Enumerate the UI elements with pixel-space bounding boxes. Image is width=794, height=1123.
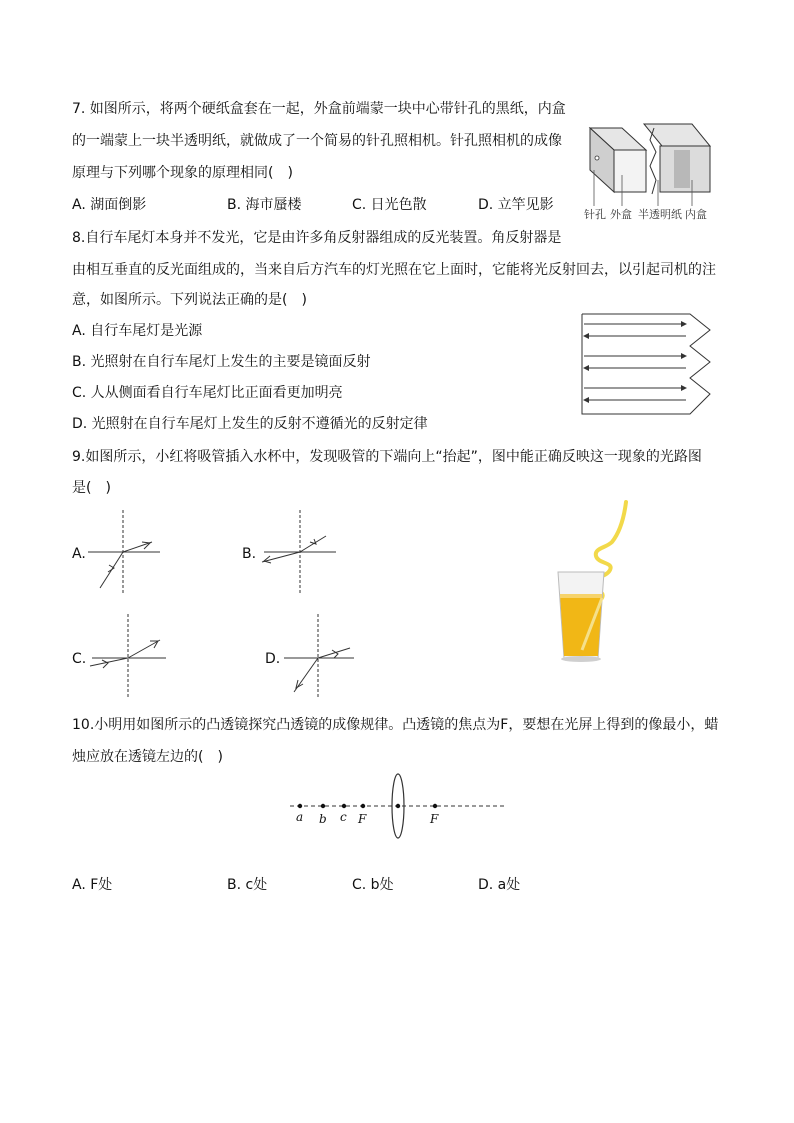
q8-line-3: 意，如图所示。下列说法正确的是( ) [72, 292, 307, 308]
label-pinhole: 针孔 [584, 208, 606, 221]
q8-line-2: 由相互垂直的反光面组成的，当来自后方汽车的灯光照在它上面时，它能将光反射回去，以引起司机的注 [72, 262, 716, 278]
q9-option-b[interactable]: B. [242, 546, 257, 562]
q8-line-1: 8.自行车尾灯本身并不发光，它是由许多角反射器组成的反光装置。角反射器是 [72, 230, 562, 246]
focus-right-label: F [430, 812, 439, 826]
ray-diagram-c[interactable] [88, 614, 168, 700]
q8-option-c[interactable]: C. 人从侧面看自行车尾灯比正面看更加明亮 [72, 385, 343, 401]
ray-diagram-d[interactable] [282, 614, 362, 700]
q7-option-b[interactable]: B. 海市蜃楼 [227, 197, 302, 213]
q7-line-2: 的一端蒙上一块半透明纸，就做成了一个简易的针孔照相机。针孔照相机的成像 [72, 133, 562, 149]
focus-left-label: F [358, 812, 367, 826]
q9-line-1: 9.如图所示，小红将吸管插入水杯中，发现吸管的下端向上“抬起”，图中能正确反映这一现象的光路图 [72, 449, 702, 465]
point-b-label: b [319, 812, 327, 826]
q9-option-d[interactable]: D. [265, 651, 281, 667]
point-c-label: c [340, 810, 347, 824]
glass-with-straw-image [548, 498, 640, 664]
q10-option-b[interactable]: B. c处 [227, 877, 268, 893]
q10-option-a[interactable]: A. F处 [72, 877, 113, 893]
q9-option-a[interactable]: A. [72, 546, 86, 562]
q7-option-d[interactable]: D. 立竿见影 [478, 197, 554, 213]
q8-option-d[interactable]: D. 光照射在自行车尾灯上发生的反射不遵循光的反射定律 [72, 416, 428, 432]
q8-option-a[interactable]: A. 自行车尾灯是光源 [72, 323, 203, 339]
label-inner-box: 内盒 [685, 208, 707, 221]
q7-option-a[interactable]: A. 湖面倒影 [72, 197, 147, 213]
q7-option-c[interactable]: C. 日光色散 [352, 197, 427, 213]
q8-option-b[interactable]: B. 光照射在自行车尾灯上发生的主要是镜面反射 [72, 354, 371, 370]
label-outer-box: 外盒 [610, 208, 632, 221]
point-a-label: a [296, 810, 304, 824]
q7-line-1: 7. 如图所示，将两个硬纸盒套在一起，外盒前端蒙一块中心带针孔的黑纸，内盒 [72, 101, 566, 117]
ray-diagram-b[interactable] [258, 510, 338, 596]
q9-option-c[interactable]: C. [72, 651, 87, 667]
convex-lens-figure [290, 776, 510, 846]
q10-line-2: 烛应放在透镜左边的( ) [72, 749, 223, 765]
corner-reflector-figure [582, 312, 722, 420]
q10-option-d[interactable]: D. a处 [478, 877, 521, 893]
ray-diagram-a[interactable] [88, 510, 164, 596]
q7-line-3: 原理与下列哪个现象的原理相同( ) [72, 165, 293, 181]
label-translucent-paper: 半透明纸 [638, 208, 682, 221]
pinhole-camera-figure [582, 120, 722, 225]
q9-line-2: 是( ) [72, 480, 111, 496]
q10-option-c[interactable]: C. b处 [352, 877, 394, 893]
q10-line-1: 10.小明用如图所示的凸透镜探究凸透镜的成像规律。凸透镜的焦点为F，要想在光屏上得到的像最小，蜡 [72, 717, 719, 733]
